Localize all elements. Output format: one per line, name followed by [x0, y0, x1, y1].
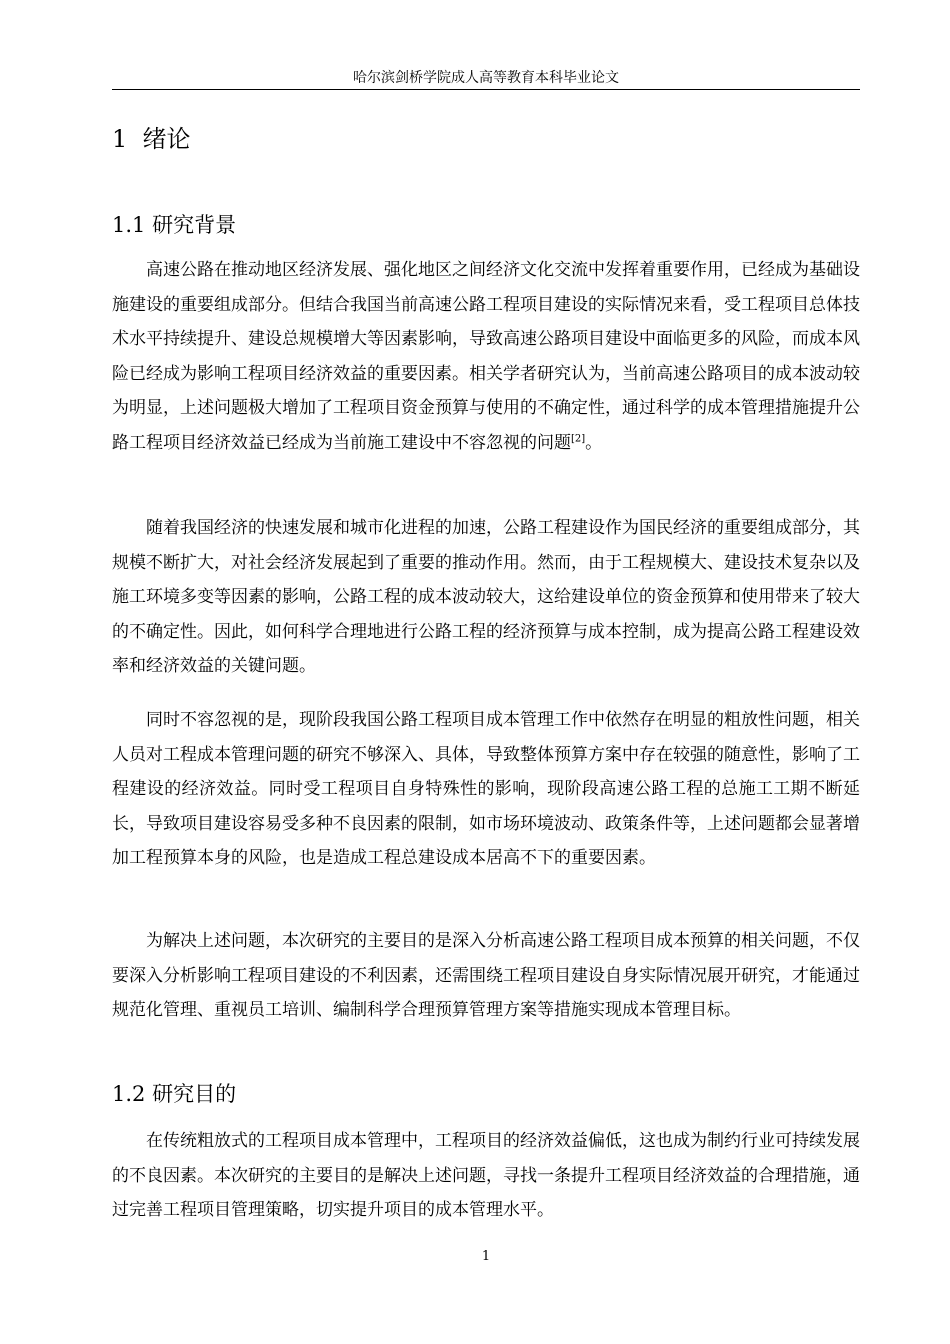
paragraph-end: 。: [585, 432, 603, 453]
section-title-1-2: 1.2 研究目的: [112, 1082, 237, 1106]
page-number: 1: [481, 1249, 491, 1264]
section-title-1-1: 1.1 研究背景: [112, 213, 237, 237]
paragraph-background-1: [112, 253, 860, 460]
paragraph-background-2: 随着我国经济的快速发展和城市化进程的加速，公路工程建设作为国民经济的重要组成部分，其规模不断扩大，对社会经济发展起到了重要的推动作用。然而，由于工程规模大、建设技术复杂以及施工环境多变等因素的影响，公路工程的成本波动较大，这给建设单位的资金预算和使用带来了较大的不确定性。因此，如何科学合理地进行公路工程的经济预算与成本控制，成为提高公路工程建设效率和经济效益的关键问题。: [112, 518, 860, 676]
chapter-title: 1 绪论: [112, 125, 191, 153]
paragraph-background-4: 为解决上述问题，本次研究的主要目的是深入分析高速公路工程项目成本预算的相关问题，不仅要深入分析影响工程项目建设的不利因素，还需围绕工程项目建设自身实际情况展开研究，才能通过规范化管理、重视员工培训、编制科学合理预算管理方案等措施实现成本管理目标。: [112, 931, 860, 1020]
header-rule: [112, 89, 860, 90]
paragraph-background-3: 同时不容忽视的是，现阶段我国公路工程项目成本管理工作中依然存在明显的粗放性问题，相关人员对工程成本管理问题的研究不够深入、具体，导致整体预算方案中存在较强的随意性，影响了工程建设的经济效益。同时受工程项目自身特殊性的影响，现阶段高速公路工程的总施工工期不断延长，导致项目建设容易受多种不良因素的限制，如市场环境波动、政策条件等，上述问题都会显著增加工程预算本身的风险，也是造成工程总建设成本居高不下的重要因素。: [112, 710, 860, 868]
citation-marker: [2]: [571, 432, 586, 444]
paragraph-text: 高速公路在推动地区经济发展、强化地区之间经济文化交流中发挥着重要作用，已经成为基础设施建设的重要组成部分。但结合我国当前高速公路工程项目建设的实际情况来看，受工程项目总体技术水平持续提升、建设总规模增大等因素影响，导致高速公路项目建设中面临更多的风险，而成本风险已经成为影响工程项目经济效益的重要因素。相关学者研究认为，当前高速公路项目的成本波动较为明显，上述问题极大增加了工程项目资金预算与使用的不确定性，通过科学的成本管理措施提升公路工程项目经济效益已经成为当前施工建设中不容忽视的问题: [112, 260, 860, 453]
paragraph-objective-1: 在传统粗放式的工程项目成本管理中，工程项目的经济效益偏低，这也成为制约行业可持续发展的不良因素。本次研究的主要目的是解决上述问题，寻找一条提升工程项目经济效益的合理措施，通过完善工程项目管理策略，切实提升项目的成本管理水平。: [112, 1131, 860, 1220]
running-header: 哈尔滨剑桥学院成人高等教育本科毕业论文: [353, 70, 619, 86]
